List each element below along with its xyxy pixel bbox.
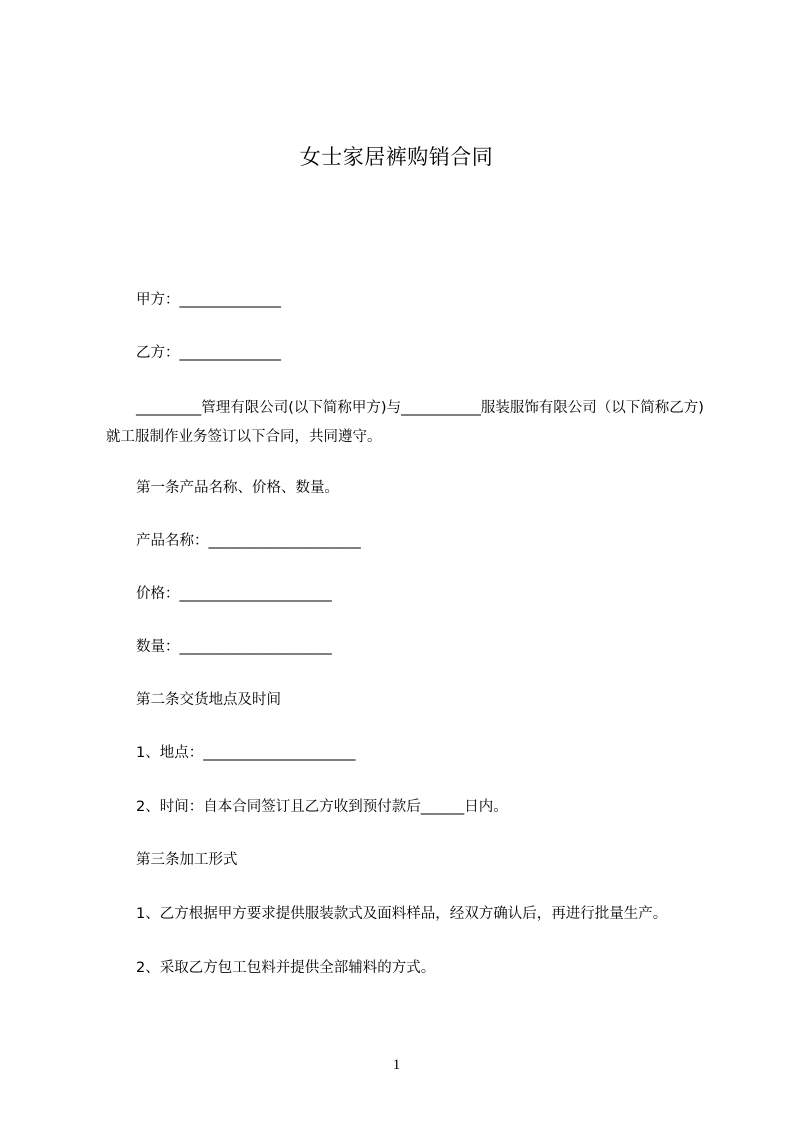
- price-line: 价格：_____________________: [136, 586, 332, 602]
- product-name-line: 产品名称：_____________________: [136, 533, 361, 549]
- intro-paragraph: [106, 394, 706, 452]
- processing-item-2: 2、采取乙方包工包料并提供全部辅料的方式。: [136, 960, 436, 976]
- document-title: 女士家居裤购销合同: [299, 145, 494, 169]
- location-line: 1、地点：_____________________: [136, 745, 356, 761]
- intro-text: _________管理有限公司(以下简称甲方)与___________服装服饰有限公司（以下简称乙方)就工服制作业务签订以下合同，共同遵守。: [106, 400, 704, 445]
- processing-item-1: 1、乙方根据甲方要求提供服装款式及面料样品，经双方确认后，再进行批量生产。: [136, 906, 668, 922]
- party-a-line: 甲方：______________: [136, 292, 281, 308]
- article-1-heading: 第一条产品名称、价格、数量。: [136, 480, 339, 496]
- time-line: 2、时间：自本合同签订且乙方收到预付款后______日内。: [136, 799, 508, 815]
- party-b-line: 乙方：______________: [136, 345, 281, 361]
- page-number: 1: [392, 1057, 401, 1073]
- quantity-line: 数量：_____________________: [136, 639, 332, 655]
- article-3-heading: 第三条加工形式: [136, 852, 238, 868]
- article-2-heading: 第二条交货地点及时间: [136, 692, 281, 708]
